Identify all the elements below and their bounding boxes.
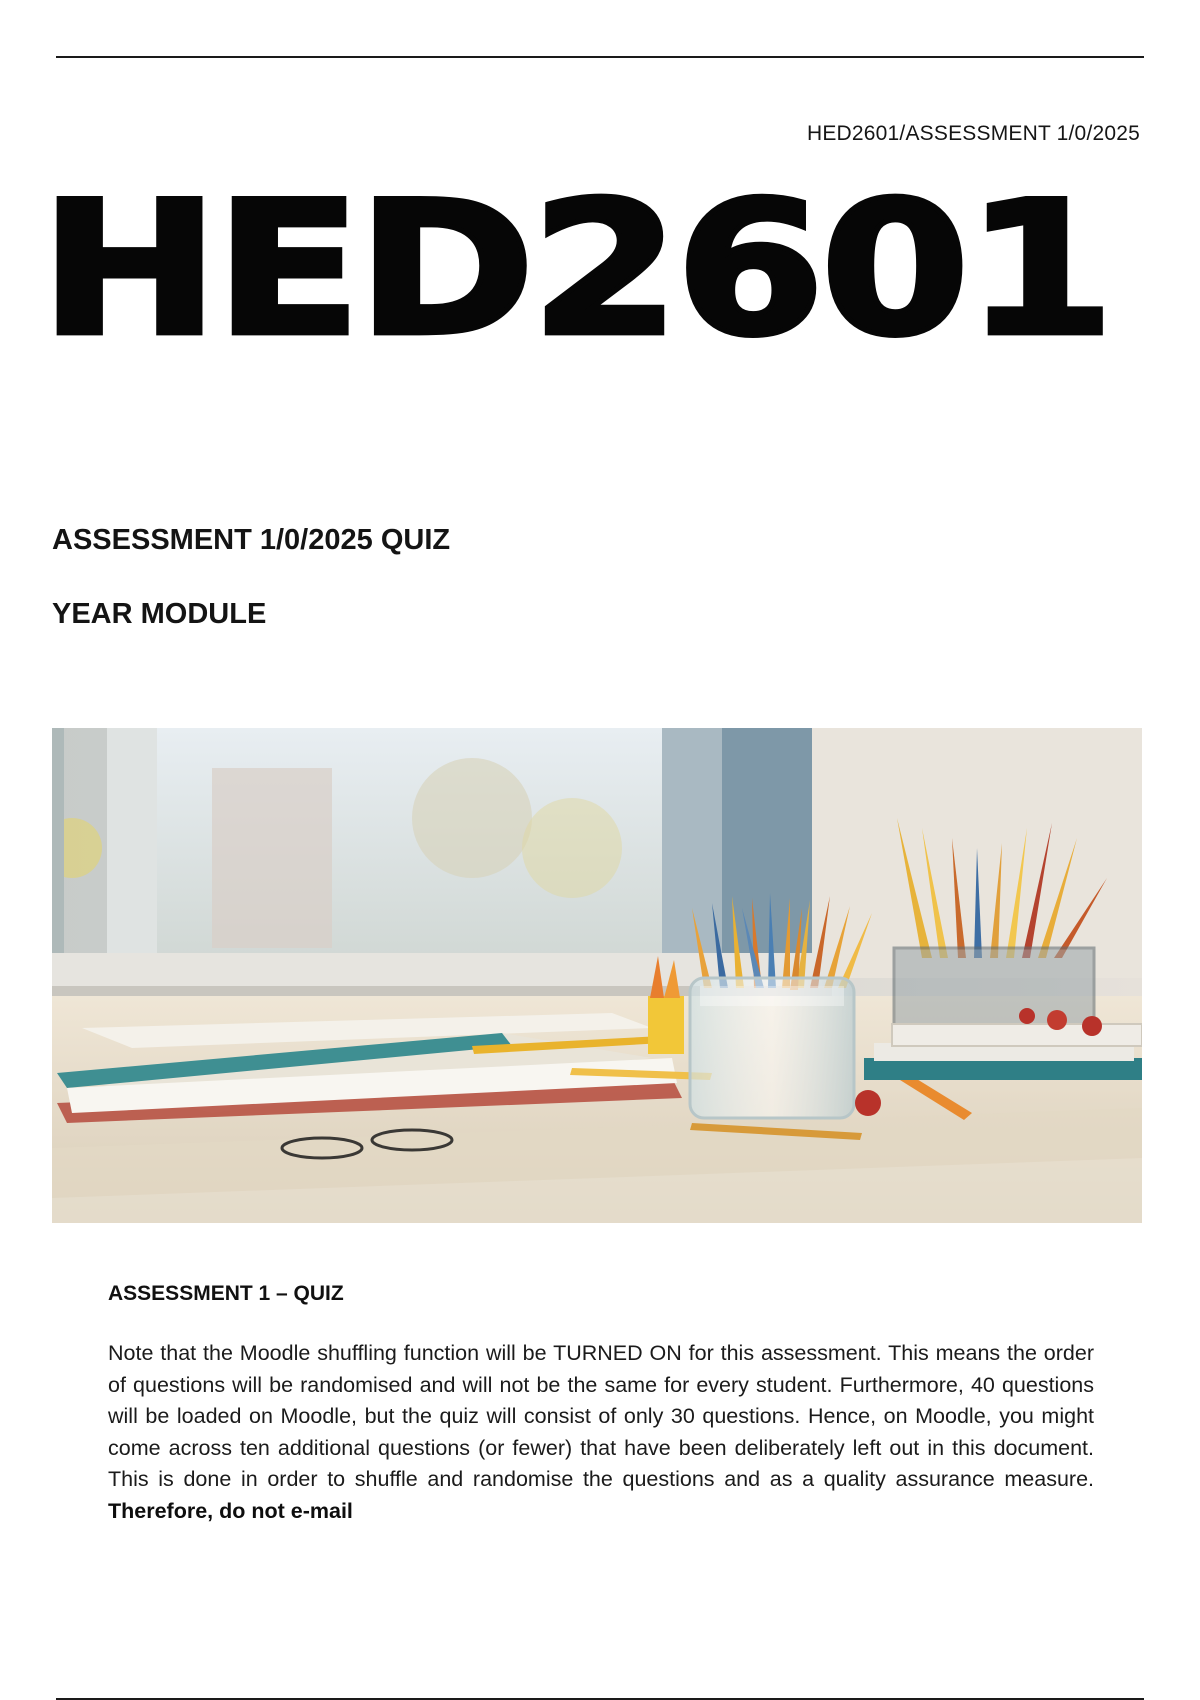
instructions-text: Note that the Moodle shuffling function will be TURNED ON for this assessment. This means the order of questions will be randomised and will not be the same for every student. Furthermore, 40 questions will be loaded on Moodle, but the quiz will consist of only 30 questions. Hence, on Moodle, you might come across ten additional questions (or fewer) that have been deliberately left out in this document. This is done in order to shuffle and randomise the questions and as a quality assurance measure. [108,1341,1094,1491]
desk-illustration [52,728,1142,1223]
module-code-heading: HED2601 [40,162,1111,377]
instructions-bold-text: Therefore, do not e-mail [108,1498,353,1523]
document-reference: HED2601/ASSESSMENT 1/0/2025 [806,122,1140,145]
assessment-title: ASSESSMENT 1/0/2025 QUIZ [52,524,451,556]
module-type-label: YEAR MODULE [52,598,267,630]
cover-photo [52,728,1142,1223]
instructions-paragraph [108,1338,1094,1527]
section-heading: ASSESSMENT 1 – QUIZ [108,1282,344,1305]
top-rule [56,56,1144,58]
